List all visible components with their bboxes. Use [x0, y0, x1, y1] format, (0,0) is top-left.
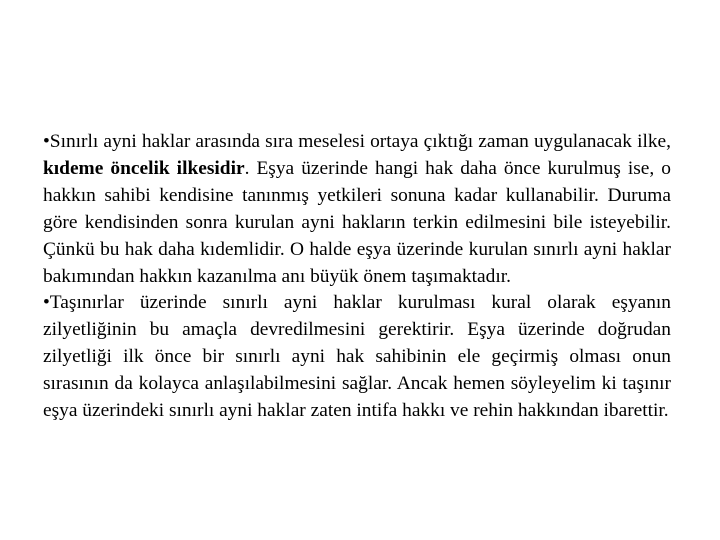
paragraph-movables	[43, 290, 671, 425]
bullet: •	[43, 131, 50, 152]
bullet: •	[43, 292, 50, 314]
emphasized-term: kıdeme öncelik ilkesidir	[43, 157, 245, 179]
paragraph-text: Taşınırlar üzerinde sınırlı ayni haklar kurulması kural olarak eşyanın zilyetliğinin bu amaçla devredilmesini gerektirir. Eşya üzerinde doğrudan zilyetliği ilk önce bir sınırlı ayni hak sahibinin ele geçirmiş olması onun sırasının da kolayca anlaşılabilmesini sağlar. Ancak hemen söyleyelim ki taşınır eşya üzerindeki sınırlı ayni haklar zaten intifa hakkı ve rehin hakkından ibarettir.	[43, 292, 671, 422]
paragraph-text: Sınırlı ayni haklar arasında sıra meselesi ortaya çıktığı zaman uygulanacak ilke,	[49, 131, 671, 152]
slide-body-text	[43, 129, 671, 425]
paragraph-priority-principle	[43, 129, 671, 290]
paragraph-text: . Eşya üzerinde hangi hak daha önce kurulmuş ise, o hakkın sahibi kendisine tanınmış yetkileri sonuna kadar kullanabilir. Duruma göre kendisinden sonra kurulan ayni hakların terkin edilmesini bile isteyebilir. Çünkü bu hak daha kıdemlidir. O halde eşya üzerinde kurulan sınırlı ayni haklar bakımından hakkın kazanılma anı büyük önem taşımaktadır.	[43, 157, 671, 287]
